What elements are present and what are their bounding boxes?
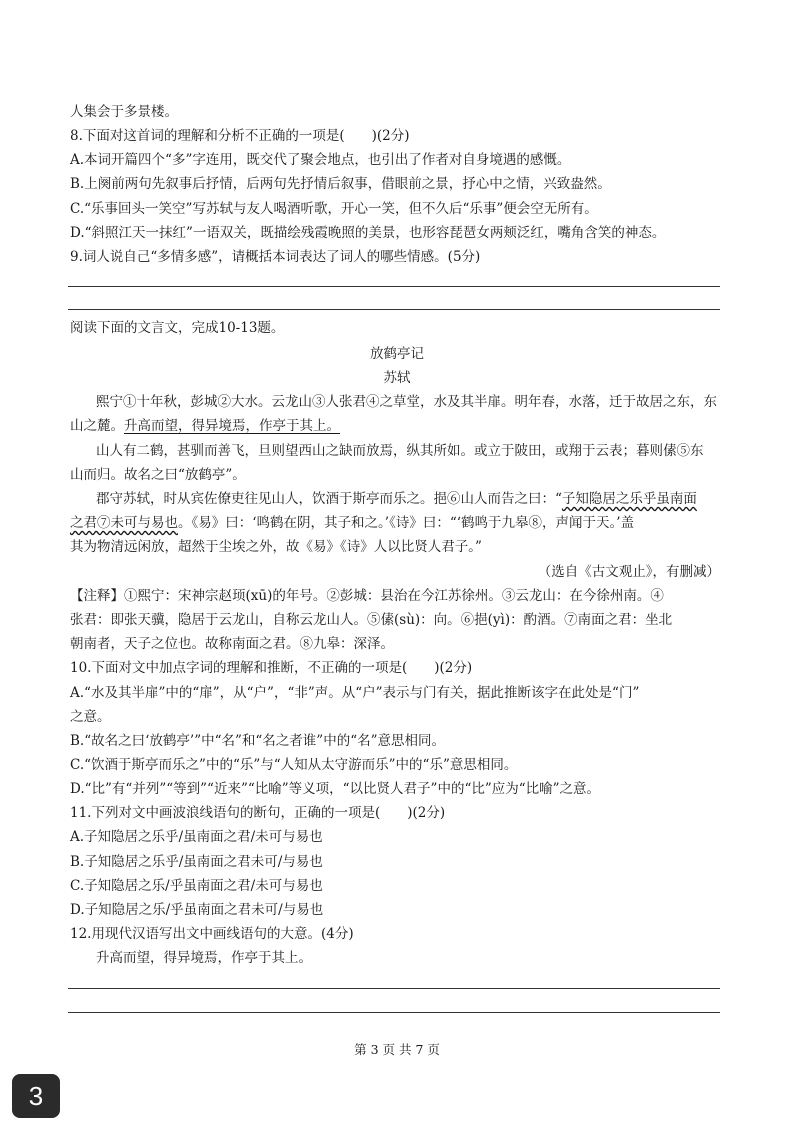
answer-line[interactable]: [68, 1012, 720, 1013]
option-10c: C.“饮酒于斯亭而乐之”中的“乐”与“人知从太守游而乐”中的“乐”意思相同。: [70, 757, 518, 773]
question-8: 8.下面对这首词的理解和分析不正确的一项是( )(2分): [70, 128, 410, 144]
option-8c: C.“乐事回头一笑空”写苏轼与友人喝酒听歌，开心一笑，但不久后“乐事”便会空无所有。: [70, 201, 598, 217]
page-number-badge[interactable]: 3: [12, 1074, 60, 1118]
annotation-line1: 【注释】①熙宁：宋神宗赵顼(xū)的年号。②彭城：县治在今江苏徐州。③云龙山：在今徐州南。④: [70, 588, 664, 604]
option-8d: D.“斜照江天一抹红”一语双关，既描绘残霞晚照的美景，也形容琵琶女两颊泛红，嘴角含笑的神态。: [70, 225, 666, 241]
option-11d: D.子知隐居之乐/乎虽南面之君未可/与易也: [70, 902, 324, 918]
annotation-line2: 张君：即张天骥，隐居于云龙山，自称云龙山人。⑤傃(sù)：向。⑥挹(yì)：酌酒。⑦南面之君：坐北: [70, 612, 673, 628]
plain-text: 郡守苏轼，时从宾佐僚吏往见山人，饮酒于斯亭而乐之。挹⑥山人而告之曰：“: [96, 491, 562, 507]
question-11: 11.下列对文中画波浪线语句的断句，正确的一项是( )(2分): [70, 805, 446, 821]
passage-p2-line1: 山人有二鹤，甚驯而善飞，旦则望西山之缺而放焉，纵其所如。或立于陂田，或翔于云表；暮则傃⑤东: [96, 443, 704, 459]
passage-p2-line2: 山而归。故名之曰“放鹤亭”。: [70, 467, 246, 483]
option-11a: A.子知隐居之乐乎/虽南面之君/未可与易也: [70, 829, 323, 845]
option-8b: B.上阕前两句先叙事后抒情，后两句先抒情后叙事，借眼前之景，抒心中之情，兴致盎然。: [70, 176, 611, 192]
passage-p3-line2: [70, 513, 730, 533]
passage-p1-line1: 熙宁①十年秋，彭城②大水。云龙山③人张君④之草堂，水及其半扉。明年春，水落，迁于故居之东，东: [96, 394, 717, 410]
question-9: 9.词人说自己“多情多感”，请概括本词表达了词人的哪些情感。(5分): [70, 249, 481, 265]
option-10a: A.“水及其半扉”中的“扉”，从“户”，“非”声。从“户”表示与门有关，据此推断该字在此处是“门”: [70, 685, 640, 701]
text-line: 人集会于多景楼。: [70, 104, 178, 120]
option-10b: B.“故名之曰‘放鹤亭’”中“名”和“名之者谁”中的“名”意思相同。: [70, 733, 446, 749]
passage-p3-line1: [96, 489, 756, 509]
page-footer: 第 3 页 共 7 页: [354, 1042, 440, 1057]
annotation-line3: 朝南者，天子之位也。故称南面之君。⑧九皋：深泽。: [70, 636, 394, 652]
passage-source: （选自《古文观止》，有删减）: [537, 564, 720, 580]
answer-line[interactable]: [68, 286, 720, 287]
plain-text: 。《易》曰：‘鸣鹤在阴，其子和之。’《诗》曰：“‘鹤鸣于九皋⑧，声闻于天。’盖: [178, 515, 635, 531]
option-11b: B.子知隐居之乐乎/虽南面之君未可/与易也: [70, 854, 323, 870]
passage-p1-line2: [70, 416, 730, 436]
question-12-sentence: 升高而望，得异境焉，作亭于其上。: [96, 950, 312, 966]
wavy-underlined-sentence: 之君⑦未可与易也: [70, 515, 178, 531]
option-11c: C.子知隐居之乐/乎虽南面之君/未可与易也: [70, 878, 323, 894]
underlined-sentence: 升高而望，得异境焉，作亭于其上。: [124, 418, 340, 434]
option-10d: D.“比”有“并列”“等到”“近来”“比喻”等义项，“以比贤人君子”中的“比”应为“比喻”之意。: [70, 781, 601, 797]
passage-p3-line3: 其为物清远闲放，超然于尘埃之外，故《易》《诗》人以比贤人君子。”: [70, 539, 482, 555]
question-10: 10.下面对文中加点字词的理解和推断，不正确的一项是( )(2分): [70, 660, 473, 676]
answer-line[interactable]: [68, 988, 720, 989]
question-12: 12.用现代汉语写出文中画线语句的大意。(4分): [70, 926, 354, 942]
plain-text: 山之麓。: [70, 418, 124, 434]
option-10a-cont: 之意。: [70, 709, 111, 725]
passage-author: 苏轼: [383, 370, 411, 386]
reading-instruction: 阅读下面的文言文，完成10-13题。: [70, 320, 285, 336]
option-8a: A.本词开篇四个“多”字连用，既交代了聚会地点，也引出了作者对自身境遇的感慨。: [70, 152, 571, 168]
passage-title: 放鹤亭记: [370, 346, 424, 362]
answer-line[interactable]: [68, 309, 720, 310]
wavy-underlined-sentence: 子知隐居之乐乎虽南面: [561, 491, 697, 507]
